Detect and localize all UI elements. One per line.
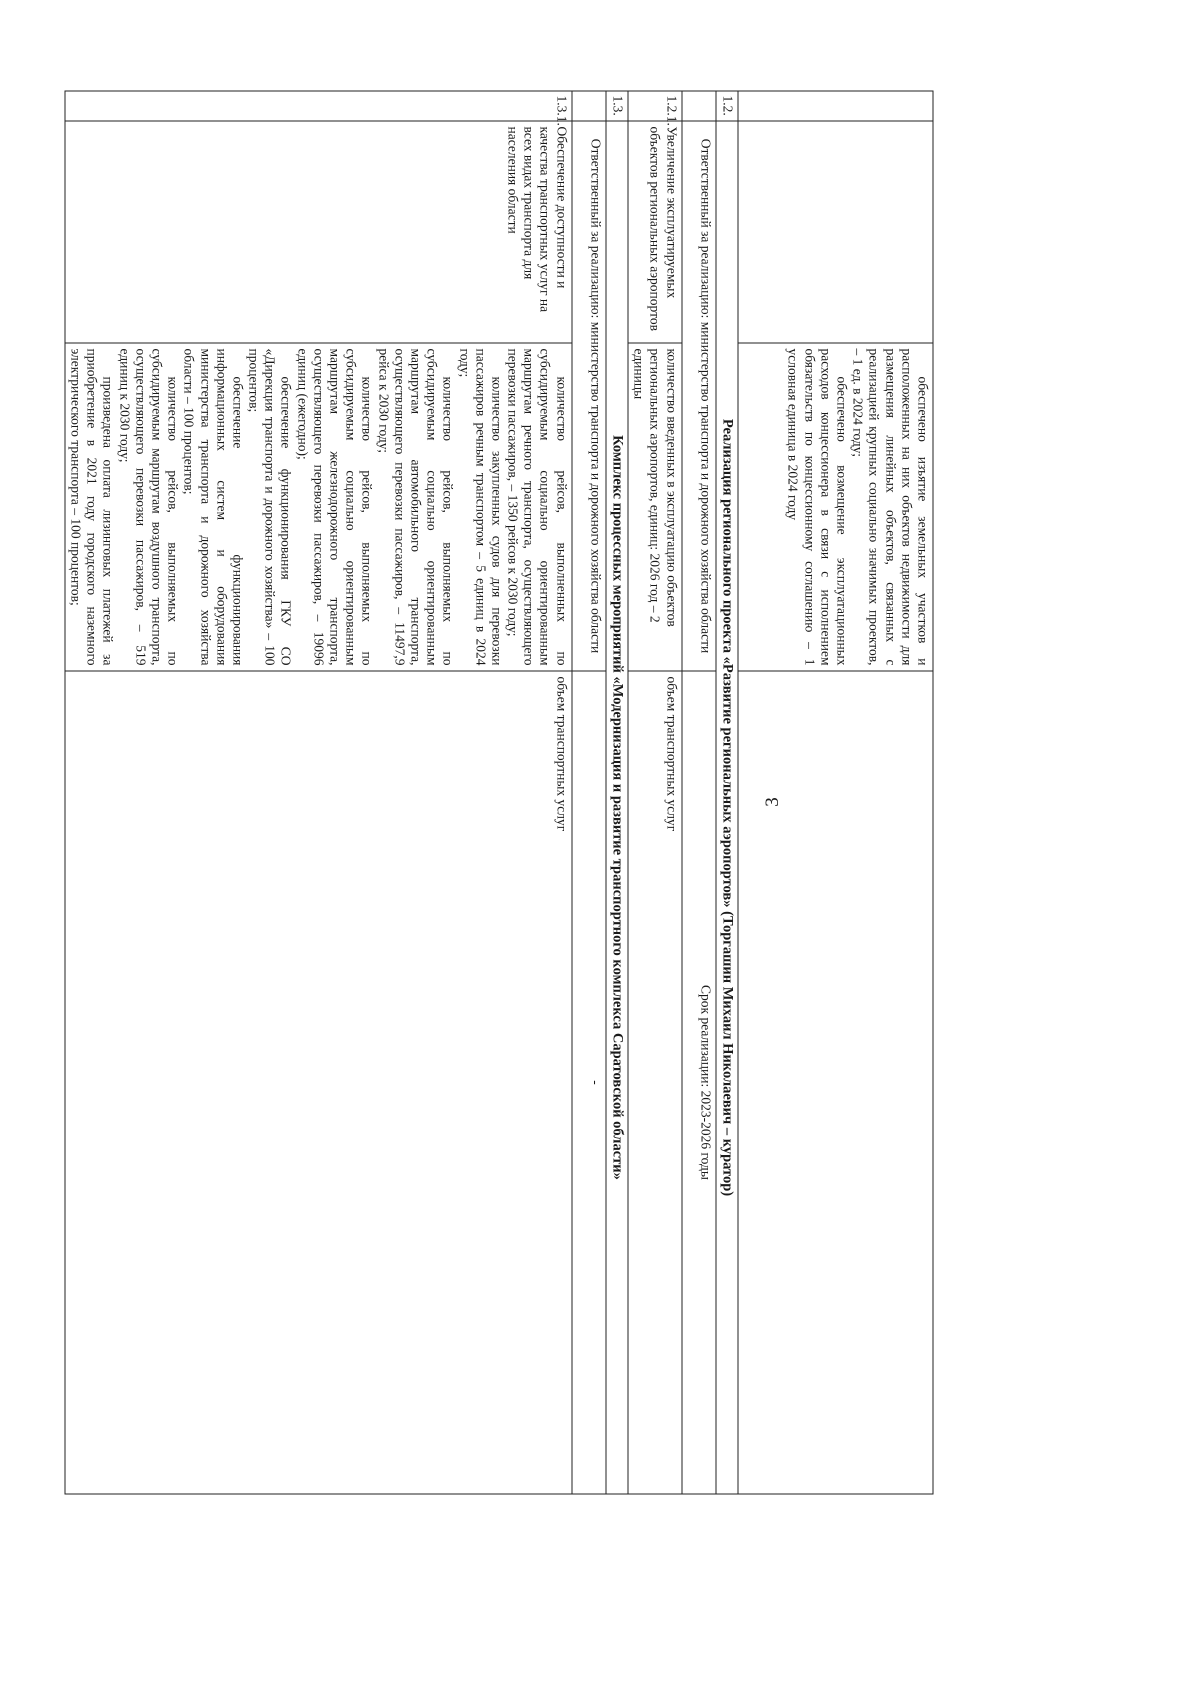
responsible-text: Ответственный за реализацию: министерство транспорта и дорожного хозяйства области — [681, 121, 715, 671]
program-table — [64, 90, 933, 1494]
result-line: обеспечение функционирования ГКУ СО «Дирекция транспорта и дорожного хозяйства» – 100 процентов; — [246, 348, 294, 665]
section-header: Комплекс процессных мероприятий «Модернизация и развитие транспортного комплекса Саратовской области» — [605, 121, 627, 1494]
result-text: количество введенных в эксплуатацию объектов региональных аэропортов, единиц: 2026 год – 2 единицы — [628, 343, 682, 671]
indicator-cell-empty — [738, 671, 933, 1494]
results-cell — [64, 343, 571, 671]
task-cell-empty — [738, 121, 933, 343]
table-row-responsible — [681, 91, 715, 1494]
table-row-continuation — [738, 91, 933, 1494]
task-text: Обеспечение доступности и качества транспортных услуг на всех видах транспорта для населения области — [64, 121, 571, 343]
result-line: обеспечено возмещение эксплуатационных расходов концессионера в связи с исполнением обязательств по концессионному соглашению – 1 условная единица в 2024 году — [785, 348, 850, 665]
row-number: 1.2.1. — [628, 91, 682, 121]
table-frame — [68, 90, 933, 1493]
table-row-1-2-1 — [628, 91, 682, 1494]
table-row-responsible — [571, 91, 605, 1494]
section-header: Реализация регионального проекта «Развитие региональных аэропортов» (Торгашин Михаил Николаевич – куратор) — [715, 121, 737, 1494]
num-cell-empty — [681, 91, 715, 121]
num-cell-empty — [571, 91, 605, 121]
term-text: - — [571, 671, 605, 1494]
indicator-text: объем транспортных услуг — [64, 671, 571, 1494]
result-line: обеспечение функционирования информационных систем и оборудования министерства транспорта и дорожного хозяйства области – 100 процентов; — [181, 348, 245, 665]
task-text: Увеличение эксплуатируемых объектов региональных аэропортов — [628, 121, 682, 343]
result-line: количество рейсов, выполненных по субсидируемым социально ориентированным маршрутам речного транспорта, осуществляющего перевозки пассажиров, – 1350 рейсов к 2030 году; — [505, 348, 569, 665]
row-number: 1.3.1. — [64, 91, 571, 121]
result-line: количество закупленных судов для перевозки пассажиров речным транспортом – 5 единиц в 2024 году; — [456, 348, 504, 665]
responsible-text: Ответственный за реализацию: министерство транспорта и дорожного хозяйства области — [571, 121, 605, 671]
result-line: количество рейсов, выполняемых по субсидируемым социально ориентированным маршрутам автомобильного транспорта, осуществляющего перевозки пассажиров, – 11497,9 рейса к 2030 году; — [375, 348, 456, 665]
section-number: 1.2. — [715, 91, 737, 121]
term-text: Срок реализации: 2023-2026 годы — [681, 671, 715, 1494]
result-line: количество рейсов, выполняемых по субсидируемым социально ориентированным маршрутам железнодорожного транспорта, осуществляющего перевозки пассажиров, – 19096 единиц (ежегодно); — [294, 348, 375, 665]
table-row-section-1-3 — [605, 91, 627, 1494]
num-cell-empty — [738, 91, 933, 121]
section-number: 1.3. — [605, 91, 627, 121]
result-cell-continuation — [738, 343, 933, 671]
result-line: произведена оплата лизинговых платежей за приобретение в 2021 году городского наземного электрического транспорта – 100 процентов; — [68, 348, 116, 665]
indicator-text: объем транспортных услуг — [628, 671, 682, 1494]
page-number: 3 — [762, 797, 783, 807]
table-row-section-1-2 — [715, 91, 737, 1494]
table-row-1-3-1 — [64, 91, 571, 1494]
result-line: количество рейсов, выполняемых по субсидируемым маршрутам воздушного транспорта, осуществляющего перевозки пассажиров, – 519 единиц к 2030 году; — [116, 348, 181, 665]
rotated-table — [68, 90, 933, 1493]
result-line: обеспечено изъятие земельных участков и расположенных на них объектов недвижимости для размещения линейных объектов, связанных с реализацией крупных социально значимых проектов, – 1 ед. в 2024 году; — [850, 348, 930, 665]
